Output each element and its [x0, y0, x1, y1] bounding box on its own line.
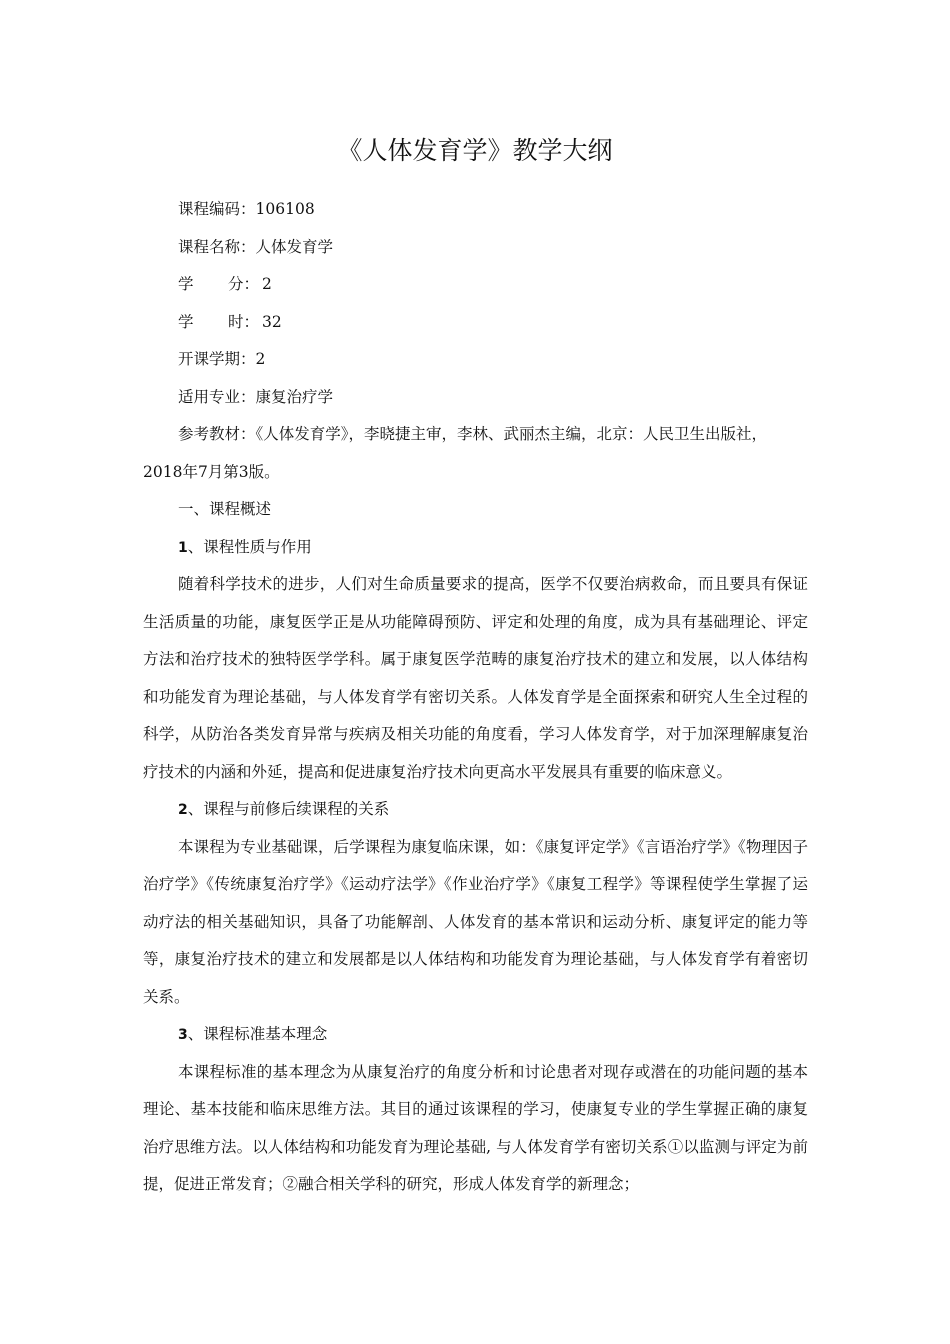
credit-label-char: 学	[178, 275, 194, 293]
subsection-number: 2	[178, 802, 188, 818]
hours-label-char: 学	[178, 312, 194, 331]
credit-value: 2	[262, 275, 272, 293]
reference-line-continued: 2018年7月第3版。	[143, 462, 280, 481]
paragraph: 随着科学技术的进步，人们对生命质量要求的提高，医学不仅要治病救命，而且要具有保证生活质量的功能，康复医学正是从功能障碍预防、评定和处理的角度，成为具有基础理论、评定方法和治疗技术的独特医学学科。属于康复医学范畴的康复治疗技术的建立和发展，以人体结构和功能发育为理论基础，与人体发育学有密切关系。人体发育学是全面探索和研究人生全过程的科学，从防治各类发育异常与疾病及相关功能的角度看，学习人体发育学，对于加深理解康复治疗技术的内涵和外延，提高和促进康复治疗技术向更高水平发展具有重要的临床意义。	[143, 575, 808, 781]
credit-label-char: 分：	[228, 275, 260, 293]
course-name-value: 人体发育学	[255, 237, 334, 256]
term-label: 开课学期：	[178, 350, 256, 368]
term-row	[178, 341, 818, 379]
subsection-heading	[143, 1016, 808, 1054]
section-heading: 一、课程概述	[178, 500, 272, 518]
paragraph: 本课程为专业基础课，后学课程为康复临床课，如：《康复评定学》《言语治疗学》《物理因子治疗学》《传统康复治疗学》《运动疗法学》《作业治疗学》《康复工程学》等课程使学生掌握了运动疗法的相关基础知识，具备了功能解剖、人体发育的基本常识和运动分析、康复评定的能力等等，康复治疗技术的建立和发展都是以人体结构和功能发育为理论基础，与人体发育学有着密切关系。	[143, 837, 808, 1006]
course-code-value: 106108	[255, 200, 315, 218]
paragraph: 本课程标准的基本理念为从康复治疗的角度分析和讨论患者对现存或潜在的功能问题的基本理论、基本技能和临床思维方法。其目的通过该课程的学习，使康复专业的学生掌握正确的康复治疗思维方法。以人体结构和功能发育为理论基础, 与人体发育学有密切关系①以监测与评定为前提，促进正常发育；②融合相关学科的研究，形成人体发育学的新理念；	[143, 1062, 808, 1193]
course-code-row	[178, 191, 818, 229]
subsection-title: 、课程标准基本理念	[187, 1025, 328, 1043]
credit-label	[178, 266, 262, 304]
course-name-row	[178, 229, 818, 267]
subsection-heading	[143, 791, 808, 829]
hours-label-char: 时：	[228, 312, 260, 331]
document-body	[143, 416, 808, 1204]
reference-line: 参考教材：《人体发育学》，李晓捷主审，李林、武丽杰主编，北京：人民卫生出版社，	[178, 425, 768, 443]
course-code-label: 课程编码：	[178, 200, 256, 218]
subsection-title: 、课程性质与作用	[187, 537, 312, 556]
major-value: 康复治疗学	[255, 387, 334, 406]
subsection-number: 3	[178, 1027, 188, 1043]
course-info	[178, 191, 818, 416]
hours-value: 32	[262, 312, 282, 331]
credit-row	[178, 266, 818, 304]
hours-row	[178, 304, 818, 342]
course-name-label: 课程名称：	[178, 237, 256, 256]
hours-label	[178, 304, 262, 342]
subsection-heading	[143, 529, 808, 567]
major-label: 适用专业：	[178, 387, 256, 406]
subsection-number: 1	[178, 539, 188, 556]
major-row	[178, 379, 818, 417]
document-title: 《人体发育学》教学大纲	[337, 136, 613, 165]
subsection-title: 、课程与前修后续课程的关系	[187, 800, 390, 818]
term-value: 2	[255, 350, 266, 368]
